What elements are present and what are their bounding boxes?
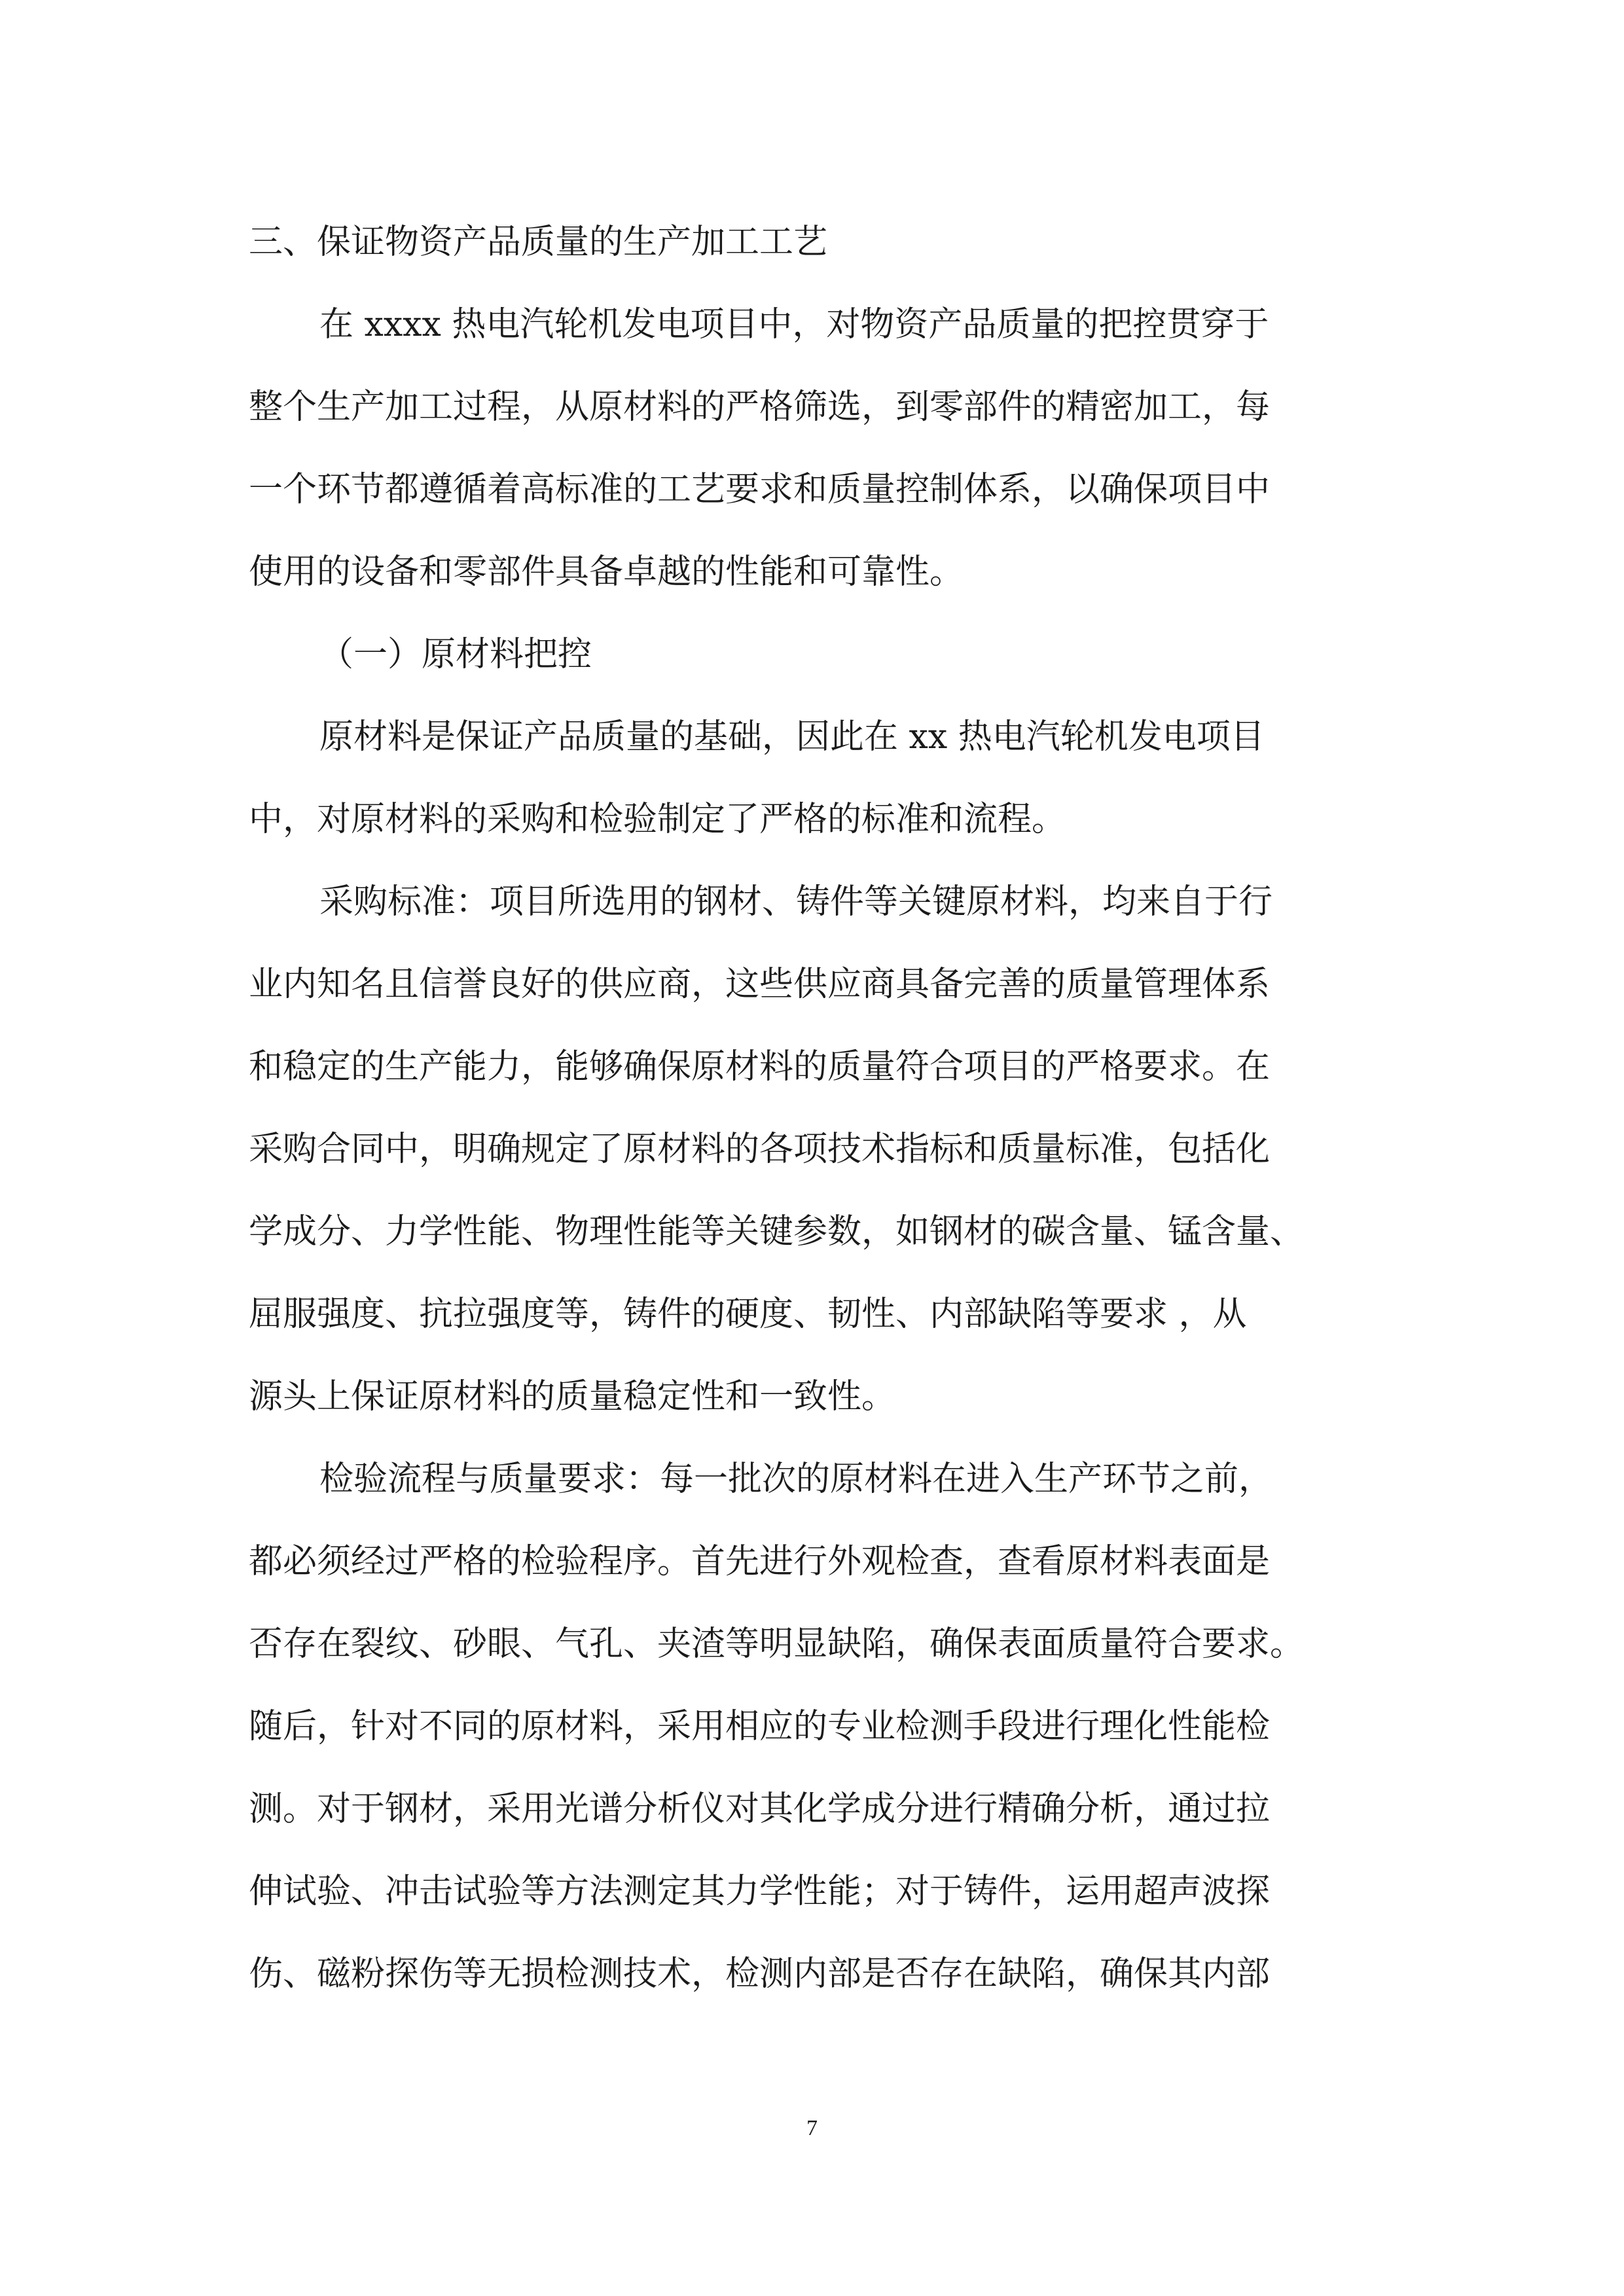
- paragraph-line: 原材料是保证产品质量的基础，因此在 xx 热电汽轮机发电项目: [319, 717, 1265, 757]
- paragraph-line: 一个环节都遵循着高标准的工艺要求和质量控制体系，以确保项目中: [249, 470, 1271, 509]
- paragraph-line: 检验流程与质量要求：每一批次的原材料在进入生产环节之前，: [319, 1460, 1273, 1499]
- paragraph-line: 否存在裂纹、砂眼、气孔、夹渣等明显缺陷，确保表面质量符合要求。: [249, 1624, 1305, 1664]
- paragraph-line: 测。对于钢材，采用光谱分析仪对其化学成分进行精确分析，通过拉: [249, 1789, 1271, 1829]
- paragraph-line: 屈服强度、抗拉强度等，铸件的硬度、韧性、内部缺陷等要求 ，从: [249, 1295, 1247, 1334]
- paragraph-line: 源头上保证原材料的质量稳定性和一致性。: [249, 1377, 896, 1416]
- paragraph-line: 中，对原材料的采购和检验制定了严格的标准和流程。: [249, 800, 1066, 839]
- subsection-heading: （一）原材料把控: [319, 635, 592, 674]
- paragraph-line: 采购标准：项目所选用的钢材、铸件等关键原材料，均来自于行: [319, 882, 1273, 922]
- paragraph-line: 在 xxxx 热电汽轮机发电项目中，对物资产品质量的把控贯穿于: [319, 305, 1269, 344]
- paragraph-line: 采购合同中，明确规定了原材料的各项技术指标和质量标准，包括化: [249, 1130, 1271, 1169]
- paragraph-line: 整个生产加工过程，从原材料的严格筛选，到零部件的精密加工，每: [249, 387, 1271, 427]
- page-body: [249, 201, 1380, 2015]
- page-number: 7: [806, 2116, 818, 2140]
- paragraph-line: 伸试验、冲击试验等方法测定其力学性能；对于铸件，运用超声波探: [249, 1872, 1271, 1911]
- paragraph-line: 伤、磁粉探伤等无损检测技术，检测内部是否存在缺陷，确保其内部: [249, 1954, 1271, 1994]
- paragraph-line: 和稳定的生产能力，能够确保原材料的质量符合项目的严格要求。在: [249, 1047, 1271, 1086]
- paragraph-line: 使用的设备和零部件具备卓越的性能和可靠性。: [249, 552, 964, 592]
- paragraph-line: 都必须经过严格的检验程序。首先进行外观检查，查看原材料表面是: [249, 1542, 1271, 1581]
- paragraph-line: 学成分、力学性能、物理性能等关键参数，如钢材的碳含量、锰含量、: [249, 1212, 1305, 1251]
- section-heading: 三、保证物资产品质量的生产加工工艺: [249, 223, 828, 262]
- paragraph-line: 随后，针对不同的原材料，采用相应的专业检测手段进行理化性能检: [249, 1707, 1271, 1746]
- paragraph-line: 业内知名且信誉良好的供应商，这些供应商具备完善的质量管理体系: [249, 965, 1271, 1004]
